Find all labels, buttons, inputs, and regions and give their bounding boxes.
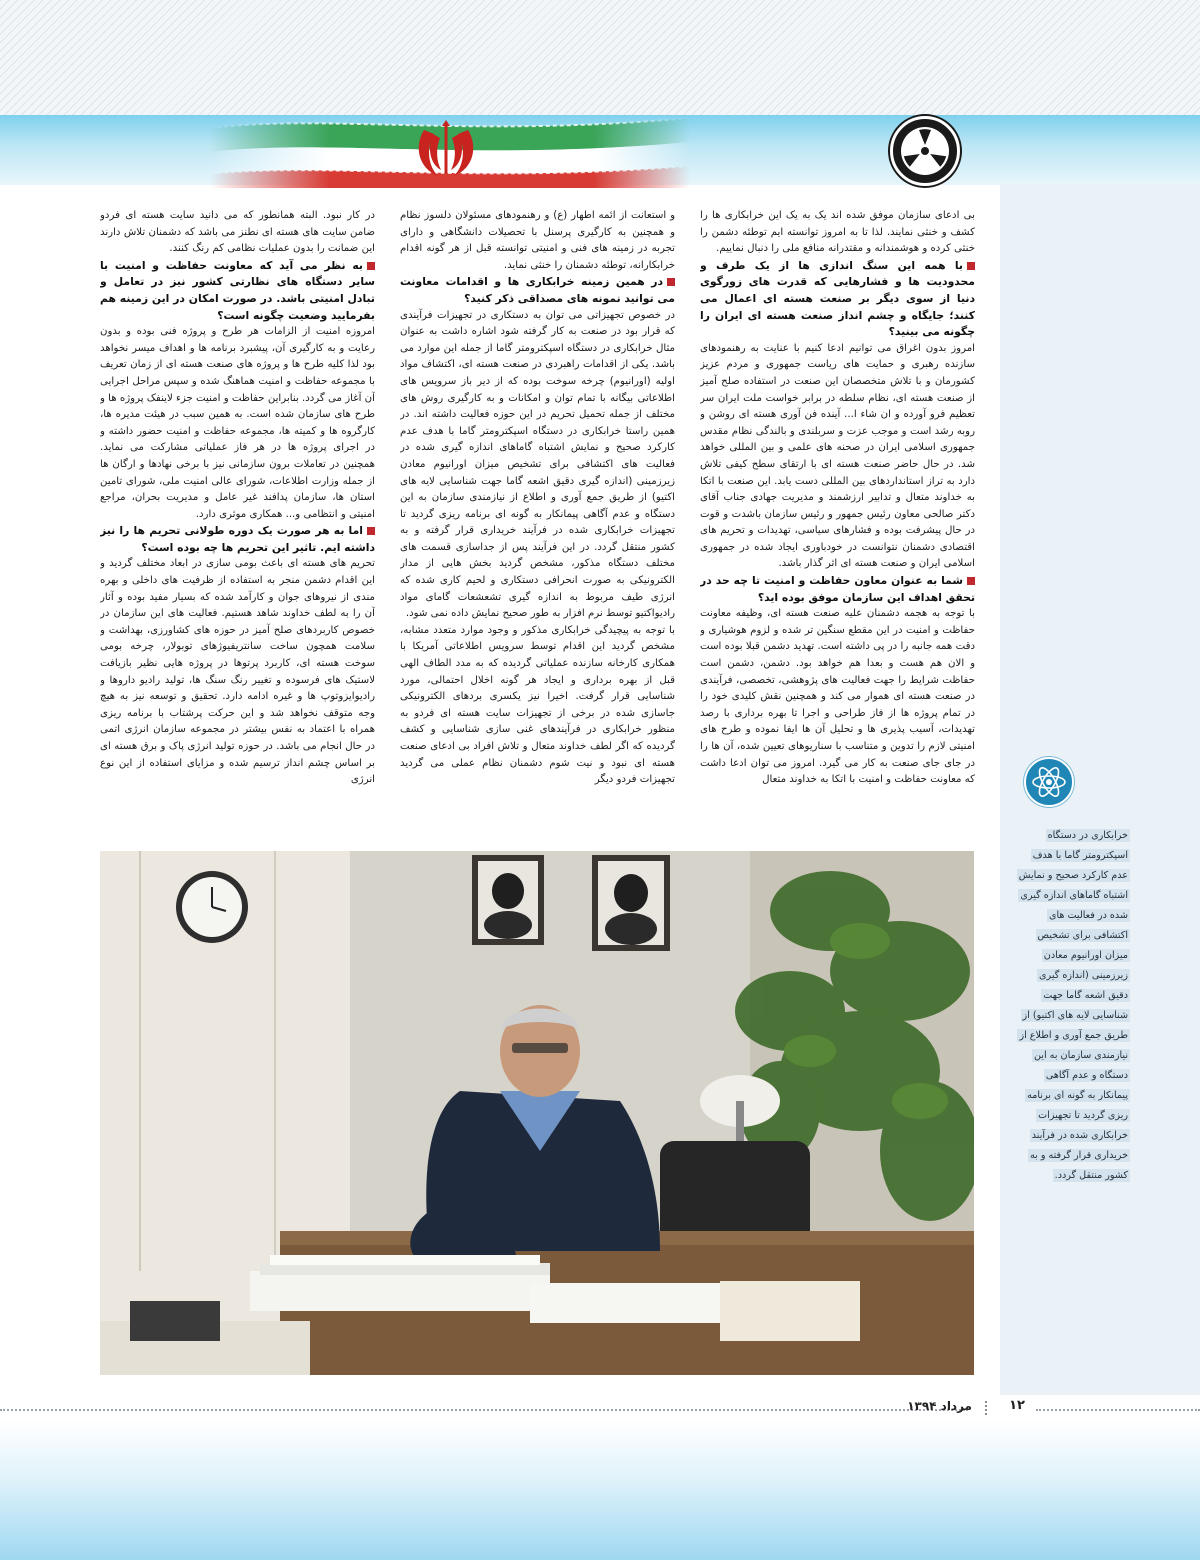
interview-question xyxy=(100,523,375,556)
top-pattern xyxy=(0,0,1200,115)
question-marker-icon xyxy=(967,262,975,270)
article-paragraph: در کار نبود. البته همانطور که می دانید سایت هسته ای فردو ضامن سایت های هسته ای نطنز می باشد که دشمنان تلاش دارند این ضمانت را بدون عملیات نظامی کم رنگ کنند. xyxy=(100,210,375,255)
footer-dotted-line xyxy=(0,1409,968,1411)
question-marker-icon xyxy=(967,577,975,585)
radiation-icon xyxy=(890,116,960,186)
article-paragraph: و استعانت از ائمه اطهار (ع) و رهنمودهای مسئولان دلسوز نظام و همچنین به کارگیری پرسنل با تحصیلات دانشگاهی و دارای تجربه در زمینه های فنی و امنیتی توانسته قبل از هر گونه اقدام خرابکارانه، توطئه دشمنان را خنثی نماید. xyxy=(400,210,675,271)
footer-separator xyxy=(985,1401,989,1415)
question-text: به نظر می آید که معاونت حفاظت و امنیت با سایر دستگاه های نظارتی کشور نیز در تعامل و تبادل امنیتی باشد. در صورت امکان در این زمینه هم بفرمایید وضعیت چگونه است؟ xyxy=(100,258,375,322)
question-text: شما به عنوان معاون حفاظت و امنیت تا چه حد در تحقق اهداف این سازمان موفق بوده اید؟ xyxy=(700,574,975,604)
article-paragraph: در خصوص تجهیزاتی می توان به دستکاری در تجهیزات فرآیندی که قرار بود در صنعت به کار گرفته شود اشاره داشت به عنوان مثال خرابکاری در دستگاه اسپکترومتر گاما از جمله این موارد می باشد. یکی از اقدامات راهبردی در صنعت هسته ای، اکتشاف مواد اولیه (اورانیوم) چرخه سوخت بوده که از دیر باز سرویس های اطلاعاتی بیگانه با تمام توان و امکانات و به کارگیری روش های مختلف از جمله تحمیل تحریم در این حوزه فعالیت داشته اند. در همین راستا خرابکاری در دستگاه اسپکترومتر گاما با هدف عدم کارکرد صحیح و نمایش اشتباه گاماهای اندازه گیری شده در فعالیت های اکتشافی برای تشخیص میزان اورانیوم معادن زیرزمینی (اندازه گیری دقیق اشعه گاما جهت شناسایی لایه های اکتیو) از طریق جمع آوری و اطلاع از نیازمندی سازمان به این دستگاه و عدم آگاهی پیمانکار به گونه ای برنامه ریزی گردید تا تجهیزات خرابکاری شده در فرآیند خریداری قرار گرفته و به کشور منتقل گردد. در این فرآیند پس از جداسازی قسمت های مختلف دستگاه مذکور، مشخص گردید بخش هایی از مدار الکترونیکی به صورت انحرافی دستکاری و لحیم کاری شده که انرژی طیف مربوط به اندازه گیری تشعشعات گامای مواد رادیواکتیو توسط نرم افزار به طور صحیح نمایش داده نمی شود. xyxy=(400,309,675,620)
page-number: ۱۲ xyxy=(1009,1398,1025,1413)
column-left xyxy=(100,208,375,838)
column-middle xyxy=(400,208,675,838)
question-text: با همه این سنگ اندازی ها از یک طرف و محدودیت ها و فشارهایی که قدرت های زورگوی دنیا از سوی دیگر بر صنعت هسته ای اعمال می کنند؛ جایگاه و چشم انداز صنعت هسته ای ایران را چگونه می بینید؟ xyxy=(700,258,975,339)
iran-flag-icon xyxy=(210,108,690,188)
article-paragraph: با توجه به پیچیدگی خرابکاری مذکور و وجود موارد متعدد مشابه، مشخص گردید این اقدام توسط سرویس اطلاعاتی آمریکا با همکاری کارخانه سازنده عملیاتی گردیده که به مدد الطاف الهی قبل از بهره برداری و ایجاد هر گونه اخلال احتمالی، مورد شناسایی قرار گرفت. اخیرا نیز یکسری بردهای الکترونیکی جاسازی شده در برخی از تجهیزات سایت هسته ای فردو به منظور خرابکاری در فرآیندهای غنی سازی شناسایی و کشف گردیده که اگر لطف خداوند متعال و تلاش افراد بی ادعای صنعت هسته ای نبود و نیت شوم دشمنان نظام عملی می گردید تجهیزات فردو دیگر xyxy=(400,624,675,786)
article-paragraph: با توجه به هجمه دشمنان علیه صنعت هسته ای، وظیفه معاونت حفاظت و امنیت در این مقطع سنگین تر شده و لزوم هوشیاری و دقت همه جانبه را در پی داشته است. تهدید دشمن قبلا بوده است و الان هم هست و بعدا هم خواهد بود. دشمن، دشمن است حفاظت شرایط را جهت فعالیت های پژوهشی، تخصصی، فرآیندی در صنعت هسته ای هموار می کند و همچنین نقش کلیدی خود را در تمام پروژه ها از فاز طراحی و اجرا تا بهره برداری با رصد تهدیدات، آسیب پذیری ها و تحلیل آن ها ایفا نموده و طرح های امنیتی لازم را تدوین و متناسب با سناریوهای تعیین شده، آن ها را در جای جای صنعت به کار می گیرد. امروز می توان ادعا داشت که معاونت حفاظت و امنیت با اتکا به خداوند متعال xyxy=(700,608,975,786)
atom-icon xyxy=(1024,757,1074,807)
interview-question xyxy=(400,274,675,307)
question-marker-icon xyxy=(367,262,375,270)
article-paragraph: امروز بدون اغراق می توانیم ادعا کنیم با عنایت به رهنمودهای سازنده رهبری و حمایت های ریاست جمهوری و مردم عزیز کشورمان و با تلاش متخصصان این صنعت در استفاده صلح آمیز از صنعت هسته ای، نظام سلطه در برابر خواست ملت ایران سر تعظیم فرو آورده و ان شاء ا... آینده فن آوری هسته ای روشن و روبه رشد است و موجب عزت و سربلندی و بالندگی نظام مقدس جمهوری اسلامی ایران در صحنه های علمی و بین المللی خواهد شد. در حال حاضر صنعت هسته ای با ارتقای سطح کیفی تلاش دارد به تراز استانداردهای بین المللی دست یابد. این صنعت با اتکا به خداوند متعال و تدابیر ارزشمند و مدیریت جهادی جناب آقای دکتر صالحی معاون رئیس جمهور و رئیس سازمان باشدت و قوت در حال پیشرفت بوده و فشارهای سیاسی، تهدیدات و تحریم های اقتصادی دشمنان نتوانست در خودباوری ایجاد شده در جمهوری اسلامی ایران و صنعت هسته ای اثر گذار باشد. xyxy=(700,342,975,570)
question-marker-icon xyxy=(367,527,375,535)
article-columns xyxy=(100,208,975,838)
article-paragraph: امروزه امنیت از الزامات هر طرح و پروژه فنی بوده و بدون رعایت و به کارگیری آن، پیشبرد برنامه ها و اهداف میسر نخواهد بود لذا کلیه طرح ها و پروژه های صنعت هسته ای از زمان تعریف با مجموعه حفاظت و امنیت هماهنگ شده و سپس مراحل اجرایی آن آغاز می گردد. بنابراین حفاظت و امنیت جزء لاینفک پروژه ها و طرح های سازمان شده است. به همین سبب در هیئت مدیره ها، کارگروه ها و کمیته ها، مجموعه حفاظت و امنیت حضور داشته و در اجرای پروژه ها در هر فاز عملیاتی مشارکت می نماید. همچنین در تعاملات برون سازمانی نیز با برخی نهادها و ارگان ها از جمله وزارت اطلاعات، شورای عالی امنیت ملی، شورای تامین استان ها، سازمان پدافند غیر عامل و مدیریت بحران، مراجع امنیتی و انتظامی و... همکاری موثری دارد. xyxy=(100,326,375,520)
office-photo xyxy=(100,851,974,1375)
question-marker-icon xyxy=(667,278,675,286)
interview-question xyxy=(100,258,375,324)
issue-date: مرداد ۱۳۹۴ xyxy=(907,1399,972,1413)
interview-question xyxy=(700,258,975,341)
question-text: اما به هر صورت یک دوره طولانی تحریم ها را نیز داشته ایم. تاثیر این تحریم ها چه بوده است؟ xyxy=(100,524,375,554)
question-text: در همین زمینه خرابکاری ها و اقدامات معاونت می توانید نمونه های مصداقی ذکر کنید؟ xyxy=(400,275,675,305)
caption-text: خرابکاری در دستگاه اسپکترومتر گاما با هدف عدم کارکرد صحیح و نمایش اشتباه گاماهای اندازه گیری شده در فعالیت های اکتشافی برای تشخیص میزان اورانیوم معادن زیرزمینی (اندازه گیری دقیق اشعه گاما جهت شناسایی لایه های اکتیو) از طریق جمع آوری و اطلاع از نیازمندی سازمان به این دستگاه و عدم آگاهی پیمانکار به گونه ای برنامه ریزی گردید تا تجهیزات خرابکاری شده در فرآیند خریداری قرار گرفته و به کشور منتقل گردد. xyxy=(1018,830,1128,1181)
footer-dotted-line-right xyxy=(1036,1409,1200,1411)
interview-question xyxy=(700,573,975,606)
page-footer xyxy=(0,1398,1200,1418)
article-paragraph: بی ادعای سازمان موفق شده اند یک به یک این خرابکاری ها را کشف و خنثی نمایند. لذا تا به امروز توانسته ایم توطئه دشمن را خنثی کرده و هوشمندانه و مقتدرانه منافع ملی را دنبال نماییم. xyxy=(700,210,975,255)
article-paragraph: تحریم های هسته ای باعث بومی سازی در ابعاد مختلف گردید و این اقدام دشمن منجر به استفاده از ظرفیت های داخلی و بهره مندی از نیروهای جوان و کارآمد شده که بسیار مفید بوده و آثار آن را به لطف خداوند شاهد هستیم. فعالیت های این سازمان در خصوص کاربردهای صلح آمیز در حوزه های کشاورزی، بهداشت و سلامت همچون ساخت سانتریفیوژهای توبولار، چرخه بومی سوخت هسته ای، کاربرد پرتوها در پروژه هایی نظیر بازیافت لاستیک های فرسوده و تغییر رنگ سنگ ها، تولید رادیو داروها و رادیوایزوتوپ ها و غیره ادامه دارد. تحقیق و توسعه نیز به هیچ وجه متوقف نخواهد شد و این حرکت پرشتاب با برنامه ریزی همراه با اعتماد به نفس بیشتر در مجموعه سازمان انرژی اتمی در حال انجام می باشد. در حوزه تولید انرژی پاک و برق هسته ای بر اساس چشم انداز ترسیم شده و مزایای استفاده از این نوع انرژی xyxy=(100,558,375,786)
photo-caption xyxy=(1018,826,1130,1186)
column-right xyxy=(700,208,975,838)
bottom-gradient xyxy=(0,1420,1200,1560)
